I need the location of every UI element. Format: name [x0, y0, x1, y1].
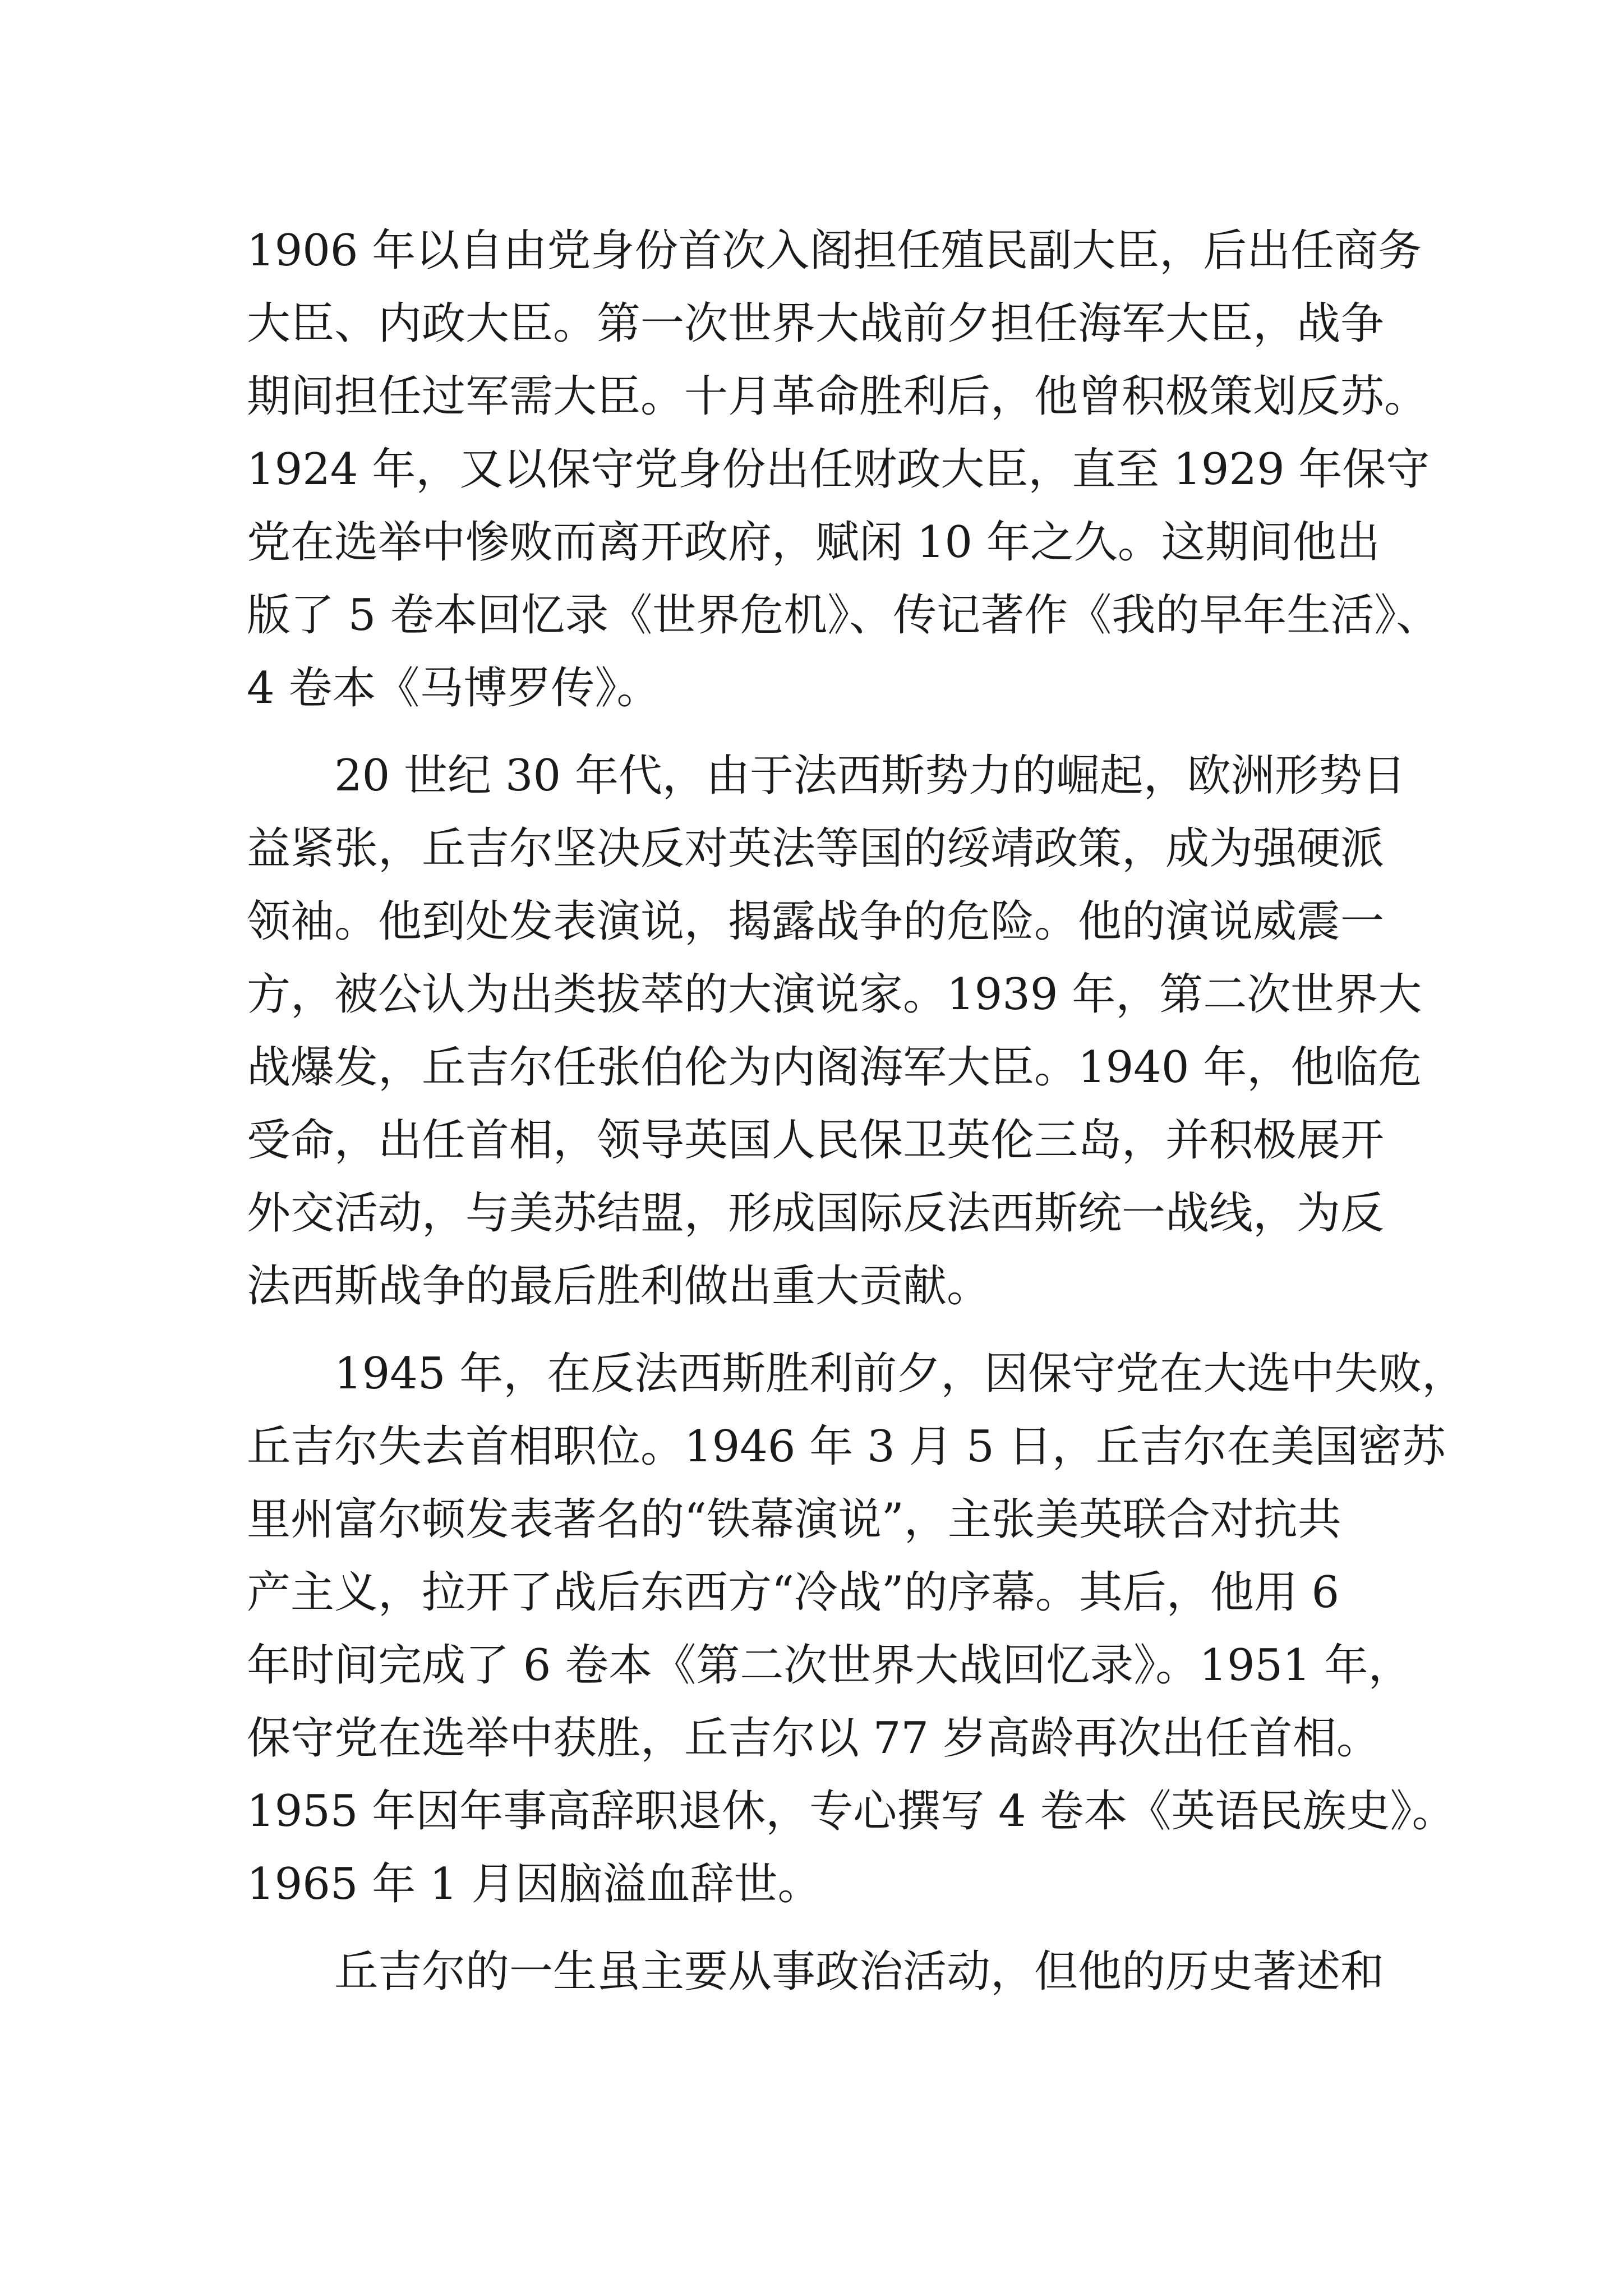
text-line: 期间担任过军需大臣。十月革命胜利后，他曾积极策划反苏。: [247, 371, 1428, 422]
text-line: 益紧张，丘吉尔坚决反对英法等国的绥靖政策，成为强硬派: [247, 823, 1385, 874]
paragraph-start-line: 丘吉尔的一生虽主要从事政治活动，但他的历史著述和: [334, 1947, 1385, 1997]
body-text: [247, 214, 1466, 2008]
text-line: 方，被公认为出类拔萃的大演说家。1939 年，第二次世界大: [247, 969, 1422, 1020]
text-line: 版了 5 卷本回忆录《世界危机》、传记著作《我的早年生活》、: [247, 590, 1440, 641]
text-line: 里州富尔顿发表著名的“铁幕演说”，主张美英联合对抗共: [247, 1494, 1341, 1545]
text-line: 外交活动，与美苏结盟，形成国际反法西斯统一战线，为反: [247, 1188, 1385, 1239]
text-line: 丘吉尔失去首相职位。1946 年 3 月 5 日，丘吉尔在美国密苏: [247, 1421, 1446, 1472]
text-line: 1906 年以自由党身份首次入阁担任殖民副大臣，后出任商务: [247, 226, 1422, 276]
text-line: 受命，出任首相，领导英国人民保卫英伦三岛，并积极展开: [247, 1115, 1385, 1166]
text-line: 领袖。他到处发表演说，揭露战争的危险。他的演说威震一: [247, 896, 1385, 947]
text-line: 法西斯战争的最后胜利做出重大贡献。: [247, 1261, 991, 1312]
text-line: 大臣、内政大臣。第一次世界大战前夕担任海军大臣，战争: [247, 298, 1385, 349]
paragraph-start-line: 1945 年，在反法西斯胜利前夕，因保守党在大选中失败，: [334, 1349, 1466, 1399]
text-line: 年时间完成了 6 卷本《第二次世界大战回忆录》。1951 年，: [247, 1640, 1412, 1691]
text-line: 党在选举中惨败而离开政府，赋闲 10 年之久。这期间他出: [247, 517, 1380, 568]
text-line: 1965 年 1 月因脑溢血辞世。: [247, 1859, 822, 1910]
text-line: 产主义，拉开了战后东西方“冷战”的序幕。其后，他用 6: [247, 1567, 1340, 1618]
text-line: 1955 年因年事高辞职退休，专心撰写 4 卷本《英语民族史》。: [247, 1786, 1456, 1837]
text-line: 1924 年，又以保守党身份出任财政大臣，直至 1929 年保守: [247, 444, 1430, 495]
text-line: 4 卷本《马博罗传》。: [247, 663, 661, 714]
text-line: 战爆发，丘吉尔任张伯伦为内阁海军大臣。1940 年，他临危: [247, 1042, 1422, 1093]
text-line: 保守党在选举中获胜，丘吉尔以 77 岁高龄再次出任首相。: [247, 1713, 1380, 1764]
paragraph-start-line: 20 世纪 30 年代，由于法西斯势力的崛起，欧洲形势日: [334, 751, 1406, 801]
